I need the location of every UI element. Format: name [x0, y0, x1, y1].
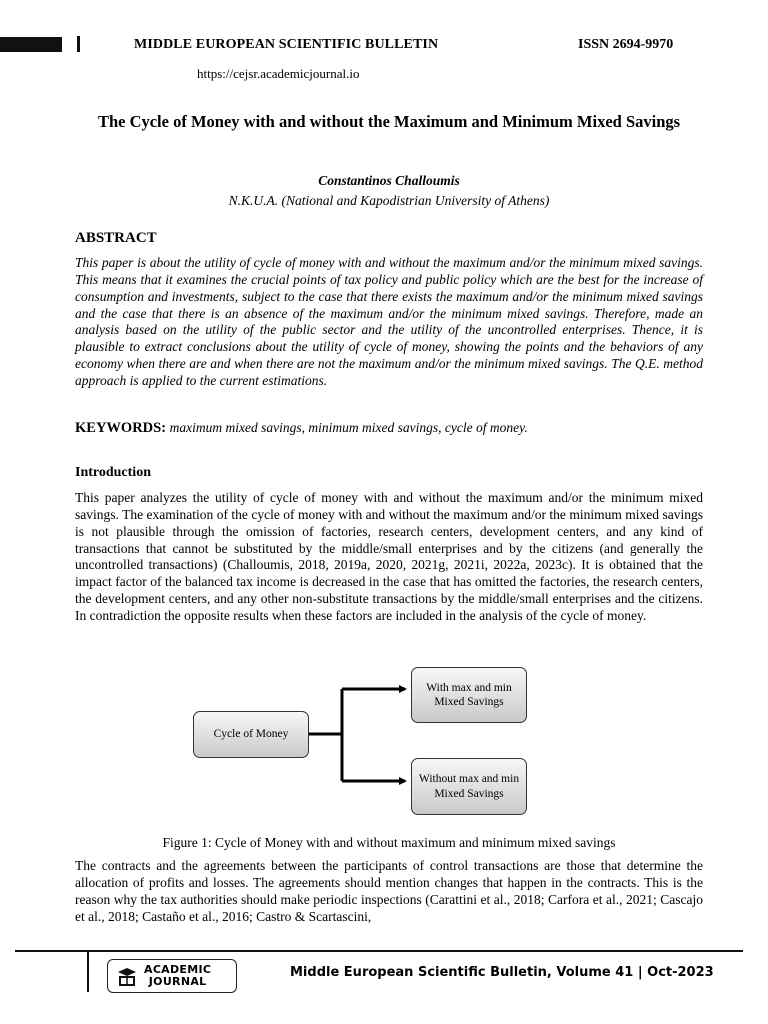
logo-line-1: ACADEMIC — [144, 963, 212, 976]
node-cycle-of-money: Cycle of Money — [193, 711, 309, 758]
book-cap-icon — [116, 965, 138, 987]
header-divider — [77, 36, 80, 52]
keywords-text: maximum mixed savings, minimum mixed savings, cycle of money. — [169, 420, 528, 435]
keywords — [75, 420, 528, 437]
author: Constantinos Challoumis — [318, 173, 460, 188]
introduction-heading: Introduction — [75, 465, 151, 480]
journal-url[interactable]: https://cejsr.academicjournal.io — [197, 66, 360, 81]
journal-name: MIDDLE EUROPEAN SCIENTIFIC BULLETIN — [134, 37, 439, 52]
abstract-heading: ABSTRACT — [75, 230, 157, 246]
paper-title: The Cycle of Money with and without the Maximum and Minimum Mixed Savings — [97, 112, 681, 131]
footer-divider — [87, 952, 89, 992]
header-black-bar — [0, 37, 62, 52]
body-paragraph: The contracts and the agreements between the participants of control transactions are those that determine the allocation of profits and losses. The agreements should mention changes that happen in the contracts. This is the reason why the tax authorities should make periodic inspections (Carattini et al., 2018; Carfora et al., 2021; Cascajo et al., 2018; Castaño et al., 2016; Castro & Scartascini, — [75, 858, 703, 924]
logo-line-2: JOURNAL — [148, 975, 207, 988]
affiliation: N.K.U.A. (National and Kapodistrian University of Athens) — [228, 193, 550, 208]
figure-caption: Figure 1: Cycle of Money with and without maximum and minimum mixed savings — [162, 835, 616, 850]
introduction-text: This paper analyzes the utility of cycle of money with and without the maximum and/or the minimum mixed savings. The examination of the cycle of money with and without the maximum and/or the minimum mixed savings is not plausible through the omission of factories, research centers, development centers, and any kind of transactions that cannot be substituted by the middle/small enterprises and by the citizens (and generally the uncontrolled transactions) (Challoumis, 2018, 2019a, 2020, 2021g, 2021i, 2022a, 2023c). It is obtained that the impact factor of the balanced tax income is decreased in the case that has omitted the factories, the research centers, the development centers, and any other non-substitute transactions by the middle/small enterprises and the citizens. In contradiction the opposite results when these factors are included in the analysis of the cycle of money. — [75, 490, 703, 623]
footer-citation: Middle European Scientific Bulletin, Volume 41 | Oct-2023 — [290, 965, 714, 980]
node-without-savings: Without max and min Mixed Savings — [411, 758, 527, 815]
abstract-text: This paper is about the utility of cycle of money with and without the maximum and/or the minimum mixed savings. This means that it examines the crucial points of tax policy and public policy which are the best for the increase of consumption and investments, subject to the case that there exists the maximum and/or the minimum mixed savings and the case that there is an absence of the maximum and/or the minimum mixed savings. Therefore, made an analysis based on the utility of the public sector and the utility of the uncontrolled enterprises. Thence, it is plausible to extract conclusions about the utility of cycle of money, showing the points and the behaviors of any economy when there are and when there are not the maximum and/or the minimum mixed savings. The Q.E. method approach is applied to the current estimations. — [75, 255, 703, 388]
issn: ISSN 2694-9970 — [578, 37, 674, 52]
node-with-savings: With max and min Mixed Savings — [411, 667, 527, 723]
keywords-label: KEYWORDS: — [75, 420, 167, 436]
academic-journal-logo — [107, 959, 237, 993]
footer-rule — [15, 950, 743, 952]
